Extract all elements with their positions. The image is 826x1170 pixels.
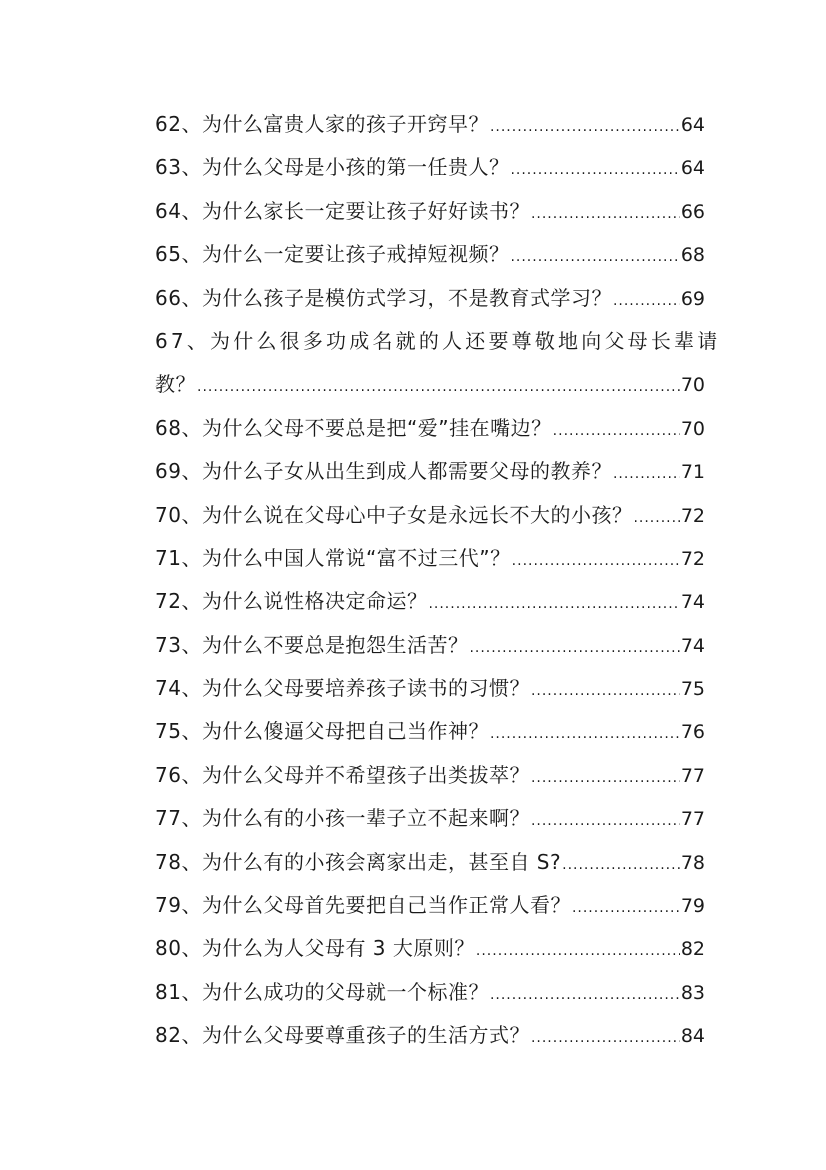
toc-entry[interactable] [155,537,705,580]
dot-leader [531,193,680,236]
toc-entry-page: 64 [680,114,705,136]
toc-entry-page: 74 [680,591,705,614]
toc-entry-title: 81、为什么成功的父母就一个标准？ [155,979,489,1004]
toc-entry-page: 72 [680,504,705,527]
toc-entry[interactable] [155,797,705,840]
dot-leader [613,280,680,323]
dot-leader [469,627,679,670]
toc-entry-title: 80、为什么为人父母有 3 大原则？ [155,936,475,961]
toc-entry-title: 66、为什么孩子是模仿式学习，不是教育式学习？ [155,285,612,310]
toc-entry-page: 77 [680,808,705,831]
toc-entry-title-line2: 教？ [155,372,196,397]
toc-entry-title: 64、为什么家长一定要让孩子好好读书？ [155,198,530,223]
toc-entry[interactable] [155,103,705,146]
dot-leader [531,1017,680,1060]
toc-entry-title: 70、为什么说在父母心中子女是永远长不大的小孩？ [155,502,633,527]
toc-entry[interactable] [155,927,705,970]
toc-entry-page: 68 [680,244,705,267]
dot-leader [562,844,680,887]
toc-entry-page: 74 [680,634,705,657]
toc-entry-page: 64 [680,157,705,180]
dot-leader [531,670,680,713]
dot-leader [633,497,679,540]
toc-entry-page: 72 [680,547,705,570]
dot-leader [197,366,680,409]
toc-entry-title: 78、为什么有的小孩会离家出走，甚至自 S? [155,849,562,874]
toc-entry-page: 83 [680,981,705,1004]
toc-entry[interactable] [155,190,705,233]
toc-entry-title: 68、为什么父母不要总是把“爱”挂在嘴边？ [155,415,552,440]
toc-entry-page: 70 [680,374,705,397]
toc-entry-title: 73、为什么不要总是抱怨生活苦？ [155,632,469,657]
toc-entry-title: 77、为什么有的小孩一辈子立不起来啊？ [155,806,530,831]
toc-entry[interactable] [155,667,705,710]
toc-entry-title: 62、为什么富贵人家的孩子开窍早？ [155,112,489,136]
toc-entry[interactable] [155,971,705,1014]
toc-entry-page: 71 [680,461,705,484]
toc-entry-page: 82 [680,938,705,961]
toc-entry-page: 84 [680,1025,705,1048]
toc-entry[interactable] [155,1014,705,1057]
toc-entry-title: 69、为什么子女从出生到成人都需要父母的教养？ [155,459,612,484]
toc-entry[interactable] [155,320,721,407]
toc-entry[interactable] [155,624,705,667]
toc-entry[interactable] [155,233,705,276]
dot-leader [490,106,680,149]
toc-entry-page: 75 [680,678,705,701]
toc-entry-title: 65、为什么一定要让孩子戒掉短视频？ [155,242,510,267]
toc-entry-page: 78 [680,851,705,874]
toc-entry[interactable] [155,277,705,320]
dot-leader [428,583,679,626]
dot-leader [531,757,680,800]
toc-entry[interactable] [155,407,705,450]
toc-entry-page: 77 [680,764,705,787]
dot-leader [490,713,680,756]
toc-entry[interactable] [155,146,705,189]
dot-leader [510,236,679,279]
toc-entry-page: 79 [680,895,705,918]
toc-entry[interactable] [155,710,705,753]
toc-entry-title-line1: 67、为什么很多功成名就的人还要尊敬地向父母长辈请 [155,328,721,353]
toc-entry-page: 69 [680,287,705,310]
dot-leader [512,540,680,583]
toc-entry-title: 76、为什么父母并不希望孩子出类拔萃？ [155,762,530,787]
toc-entry[interactable] [155,580,705,623]
toc-entry-title: 74、为什么父母要培养孩子读书的习惯？ [155,676,530,701]
toc-entry[interactable] [155,754,705,797]
toc-entry-page: 76 [680,721,705,744]
dot-leader [572,887,680,930]
toc-entry-page: 66 [680,200,705,223]
table-of-contents [155,103,721,1058]
dot-leader [613,453,680,496]
toc-entry[interactable] [155,494,705,537]
dot-leader [553,410,680,453]
toc-entry-title: 72、为什么说性格决定命运？ [155,589,428,614]
toc-entry-title: 79、为什么父母首先要把自己当作正常人看？ [155,893,571,918]
toc-entry[interactable] [155,841,705,884]
dot-leader [476,930,680,973]
dot-leader [531,800,680,843]
toc-entry-title: 82、为什么父母要尊重孩子的生活方式？ [155,1023,530,1048]
dot-leader [490,974,680,1017]
toc-entry-title: 63、为什么父母是小孩的第一任贵人？ [155,155,510,180]
toc-entry[interactable] [155,884,705,927]
dot-leader [510,149,679,192]
toc-entry-title: 71、为什么中国人常说“富不过三代”？ [155,545,511,570]
toc-entry[interactable] [155,450,705,493]
toc-entry-title: 75、为什么傻逼父母把自己当作神？ [155,719,489,744]
toc-entry-page: 70 [680,417,705,440]
